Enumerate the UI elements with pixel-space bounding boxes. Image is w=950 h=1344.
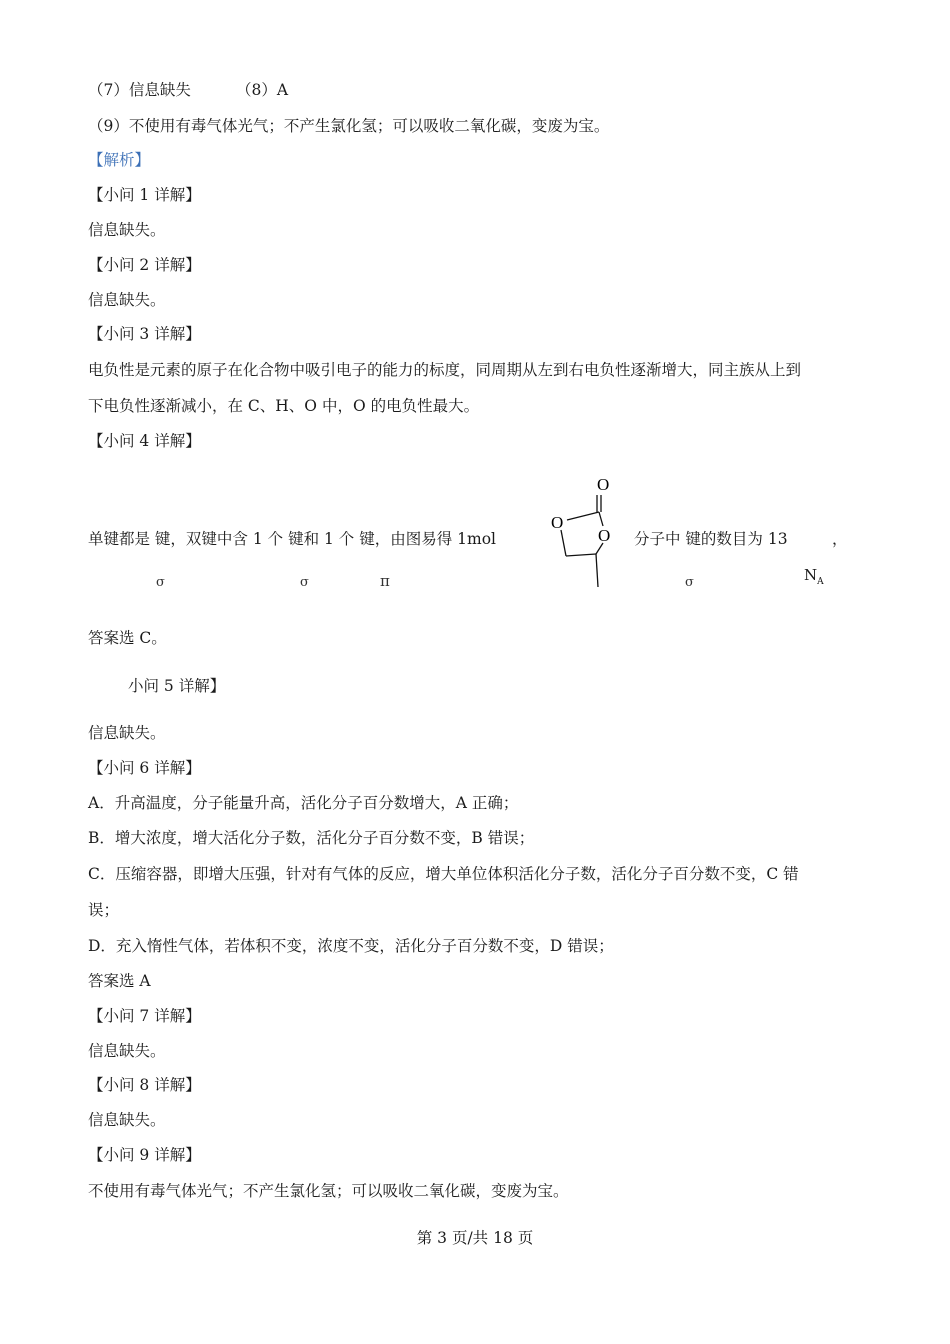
q4-text-part1: 单键都是 键，双键中含 1 个 键和 1 个 键，由图易得 1mol [88,530,496,548]
q1-heading: 【小问 1 详解】 [88,186,201,204]
q5-body: 信息缺失。 [88,724,166,742]
q6-option-d: D．充入惰性气体，若体积不变，浓度不变，活化分子百分数不变，D 错误； [88,937,614,955]
q6-option-a: A．升高温度，分子能量升高，活化分子百分数增大，A 正确； [88,794,519,812]
sigma-symbol-3: σ [685,575,694,590]
ring-bond-2 [599,512,603,526]
q3-body-line1: 电负性是元素的原子在化合物中吸引电子的能力的标度，同周期从左到右电负性逐渐增大，同主族从上到 [88,361,802,379]
q7-body: 信息缺失。 [88,1042,166,1060]
mol-o-left: O [551,513,564,532]
q3-heading: 【小问 3 详解】 [88,325,201,343]
q6-option-c-line2: 误； [88,901,120,919]
avogadro-symbol [804,566,824,587]
answer-8: （8）A [236,81,289,99]
q6-option-b: B．增大浓度，增大活化分子数，活化分子百分数不变，B 错误； [88,829,535,847]
q8-heading: 【小问 8 详解】 [88,1076,201,1094]
sigma-symbol-2: σ [300,575,309,590]
q6-answer: 答案选 A [88,972,151,990]
q6-heading: 【小问 6 详解】 [88,759,201,777]
q3-body-line2: 下电负性逐渐减小，在 C、H、O 中，O 的电负性最大。 [88,397,480,415]
cyclic-carbonate-structure [540,470,630,592]
mol-o-top: O [597,475,610,494]
q7-heading: 【小问 7 详解】 [88,1007,201,1025]
ring-bond-4 [566,554,596,556]
answer-7: （7）信息缺失 [88,81,191,99]
methyl-bond [596,554,598,587]
avogadro-subscript: A [817,577,824,587]
page-footer: 第 3 页/共 18 页 [416,1229,534,1247]
ring-bond-1 [567,512,599,520]
ring-bond-3 [561,530,566,556]
q8-body: 信息缺失。 [88,1111,166,1129]
q5-heading: 小问 5 详解】 [128,677,226,695]
q6-option-c-line1: C．压缩容器，即增大压强，针对有气体的反应，增大单位体积活化分子数，活化分子百分数不变，C 错 [88,865,799,883]
q9-heading: 【小问 9 详解】 [88,1146,201,1164]
q9-body: 不使用有毒气体光气；不产生氯化氢；可以吸收二氧化碳，变废为宝。 [88,1182,569,1200]
q1-body: 信息缺失。 [88,221,166,239]
q4-text-part2: 分子中 键的数目为 13 [634,530,788,548]
pi-symbol: π [380,572,390,590]
q4-heading: 【小问 4 详解】 [88,432,201,450]
q4-comma: ， [832,530,848,548]
mol-o-right: O [598,526,611,545]
avogadro-n: N [804,566,818,584]
q2-heading: 【小问 2 详解】 [88,256,201,274]
analysis-label: 【解析】 [88,151,151,169]
q4-answer: 答案选 C。 [88,629,167,647]
q2-body: 信息缺失。 [88,291,166,309]
answer-9: （9）不使用有毒气体光气；不产生氯化氢；可以吸收二氧化碳，变废为宝。 [88,117,610,135]
sigma-symbol-1: σ [156,575,165,590]
